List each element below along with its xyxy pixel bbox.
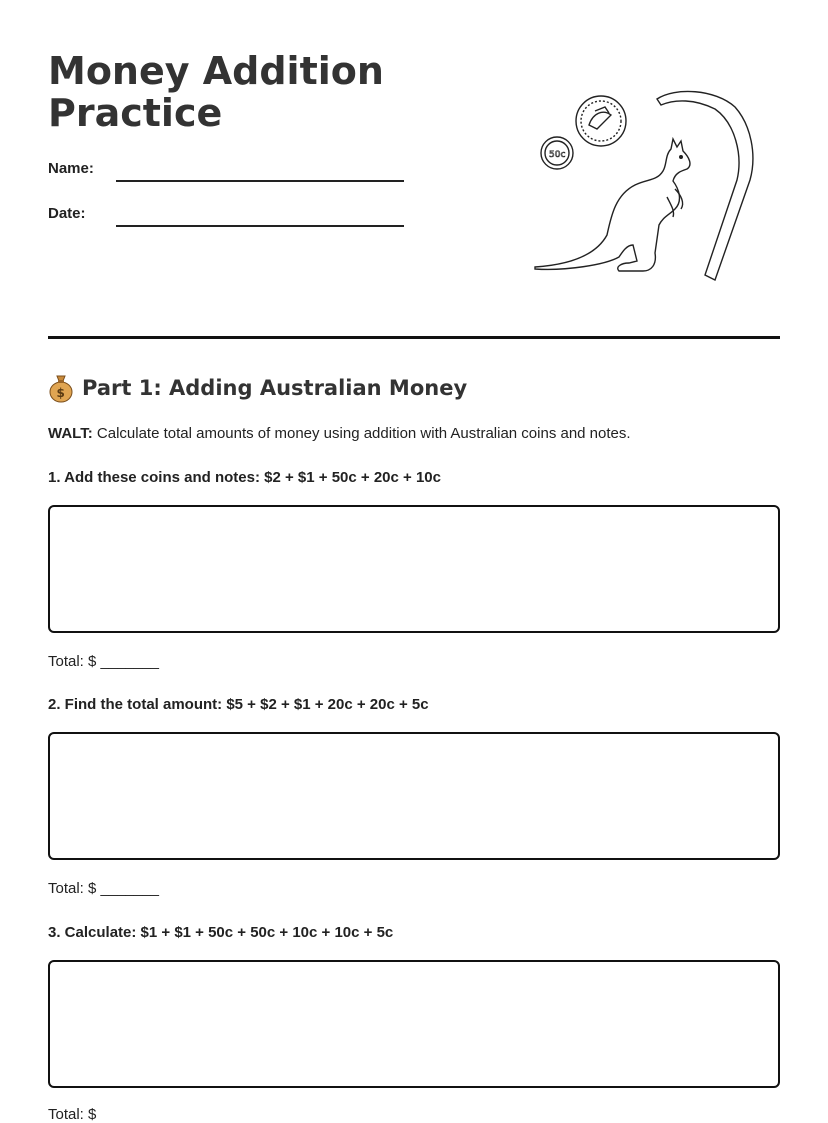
- question-2-total[interactable]: Total: $ _______: [48, 880, 159, 897]
- worksheet-title: [48, 50, 468, 134]
- question-3-label: 3. Calculate: $1 + $1 + 50c + 50c + 10c + 10c + 5c: [48, 924, 394, 941]
- money-bag-icon: [48, 373, 74, 403]
- question-1-answer-box[interactable]: [48, 505, 780, 633]
- name-line[interactable]: [116, 180, 404, 182]
- date-field[interactable]: [48, 205, 408, 229]
- walt-statement: [48, 425, 631, 442]
- date-label: Date:: [48, 205, 86, 222]
- date-line[interactable]: [116, 225, 404, 227]
- title-line-1: Money Addition: [48, 49, 384, 93]
- question-1-total[interactable]: Total: $ _______: [48, 653, 159, 670]
- section-heading: [48, 373, 467, 403]
- question-2-answer-box[interactable]: [48, 732, 780, 860]
- question-3-total[interactable]: Total: $: [48, 1106, 97, 1123]
- title-line-2: Practice: [48, 91, 223, 135]
- name-field[interactable]: [48, 160, 408, 184]
- coin-value-label: 50c: [549, 150, 566, 160]
- section-title: Part 1: Adding Australian Money: [82, 376, 468, 400]
- question-1-label: 1. Add these coins and notes: $2 + $1 + 50c + 20c + 10c: [48, 469, 441, 486]
- name-label: Name:: [48, 160, 94, 177]
- boomerang-icon: [657, 91, 753, 280]
- question-2-label: 2. Find the total amount: $5 + $2 + $1 + 20c + 20c + 5c: [48, 696, 429, 713]
- kangaroo-coins-illustration: [525, 85, 765, 290]
- walt-label: WALT:: [48, 425, 93, 442]
- coin-icon: [541, 96, 626, 169]
- question-3-answer-box[interactable]: [48, 960, 780, 1088]
- svg-text:$: $: [56, 386, 65, 400]
- section-divider: [48, 336, 780, 339]
- walt-text: Calculate total amounts of money using addition with Australian coins and notes.: [96, 425, 631, 442]
